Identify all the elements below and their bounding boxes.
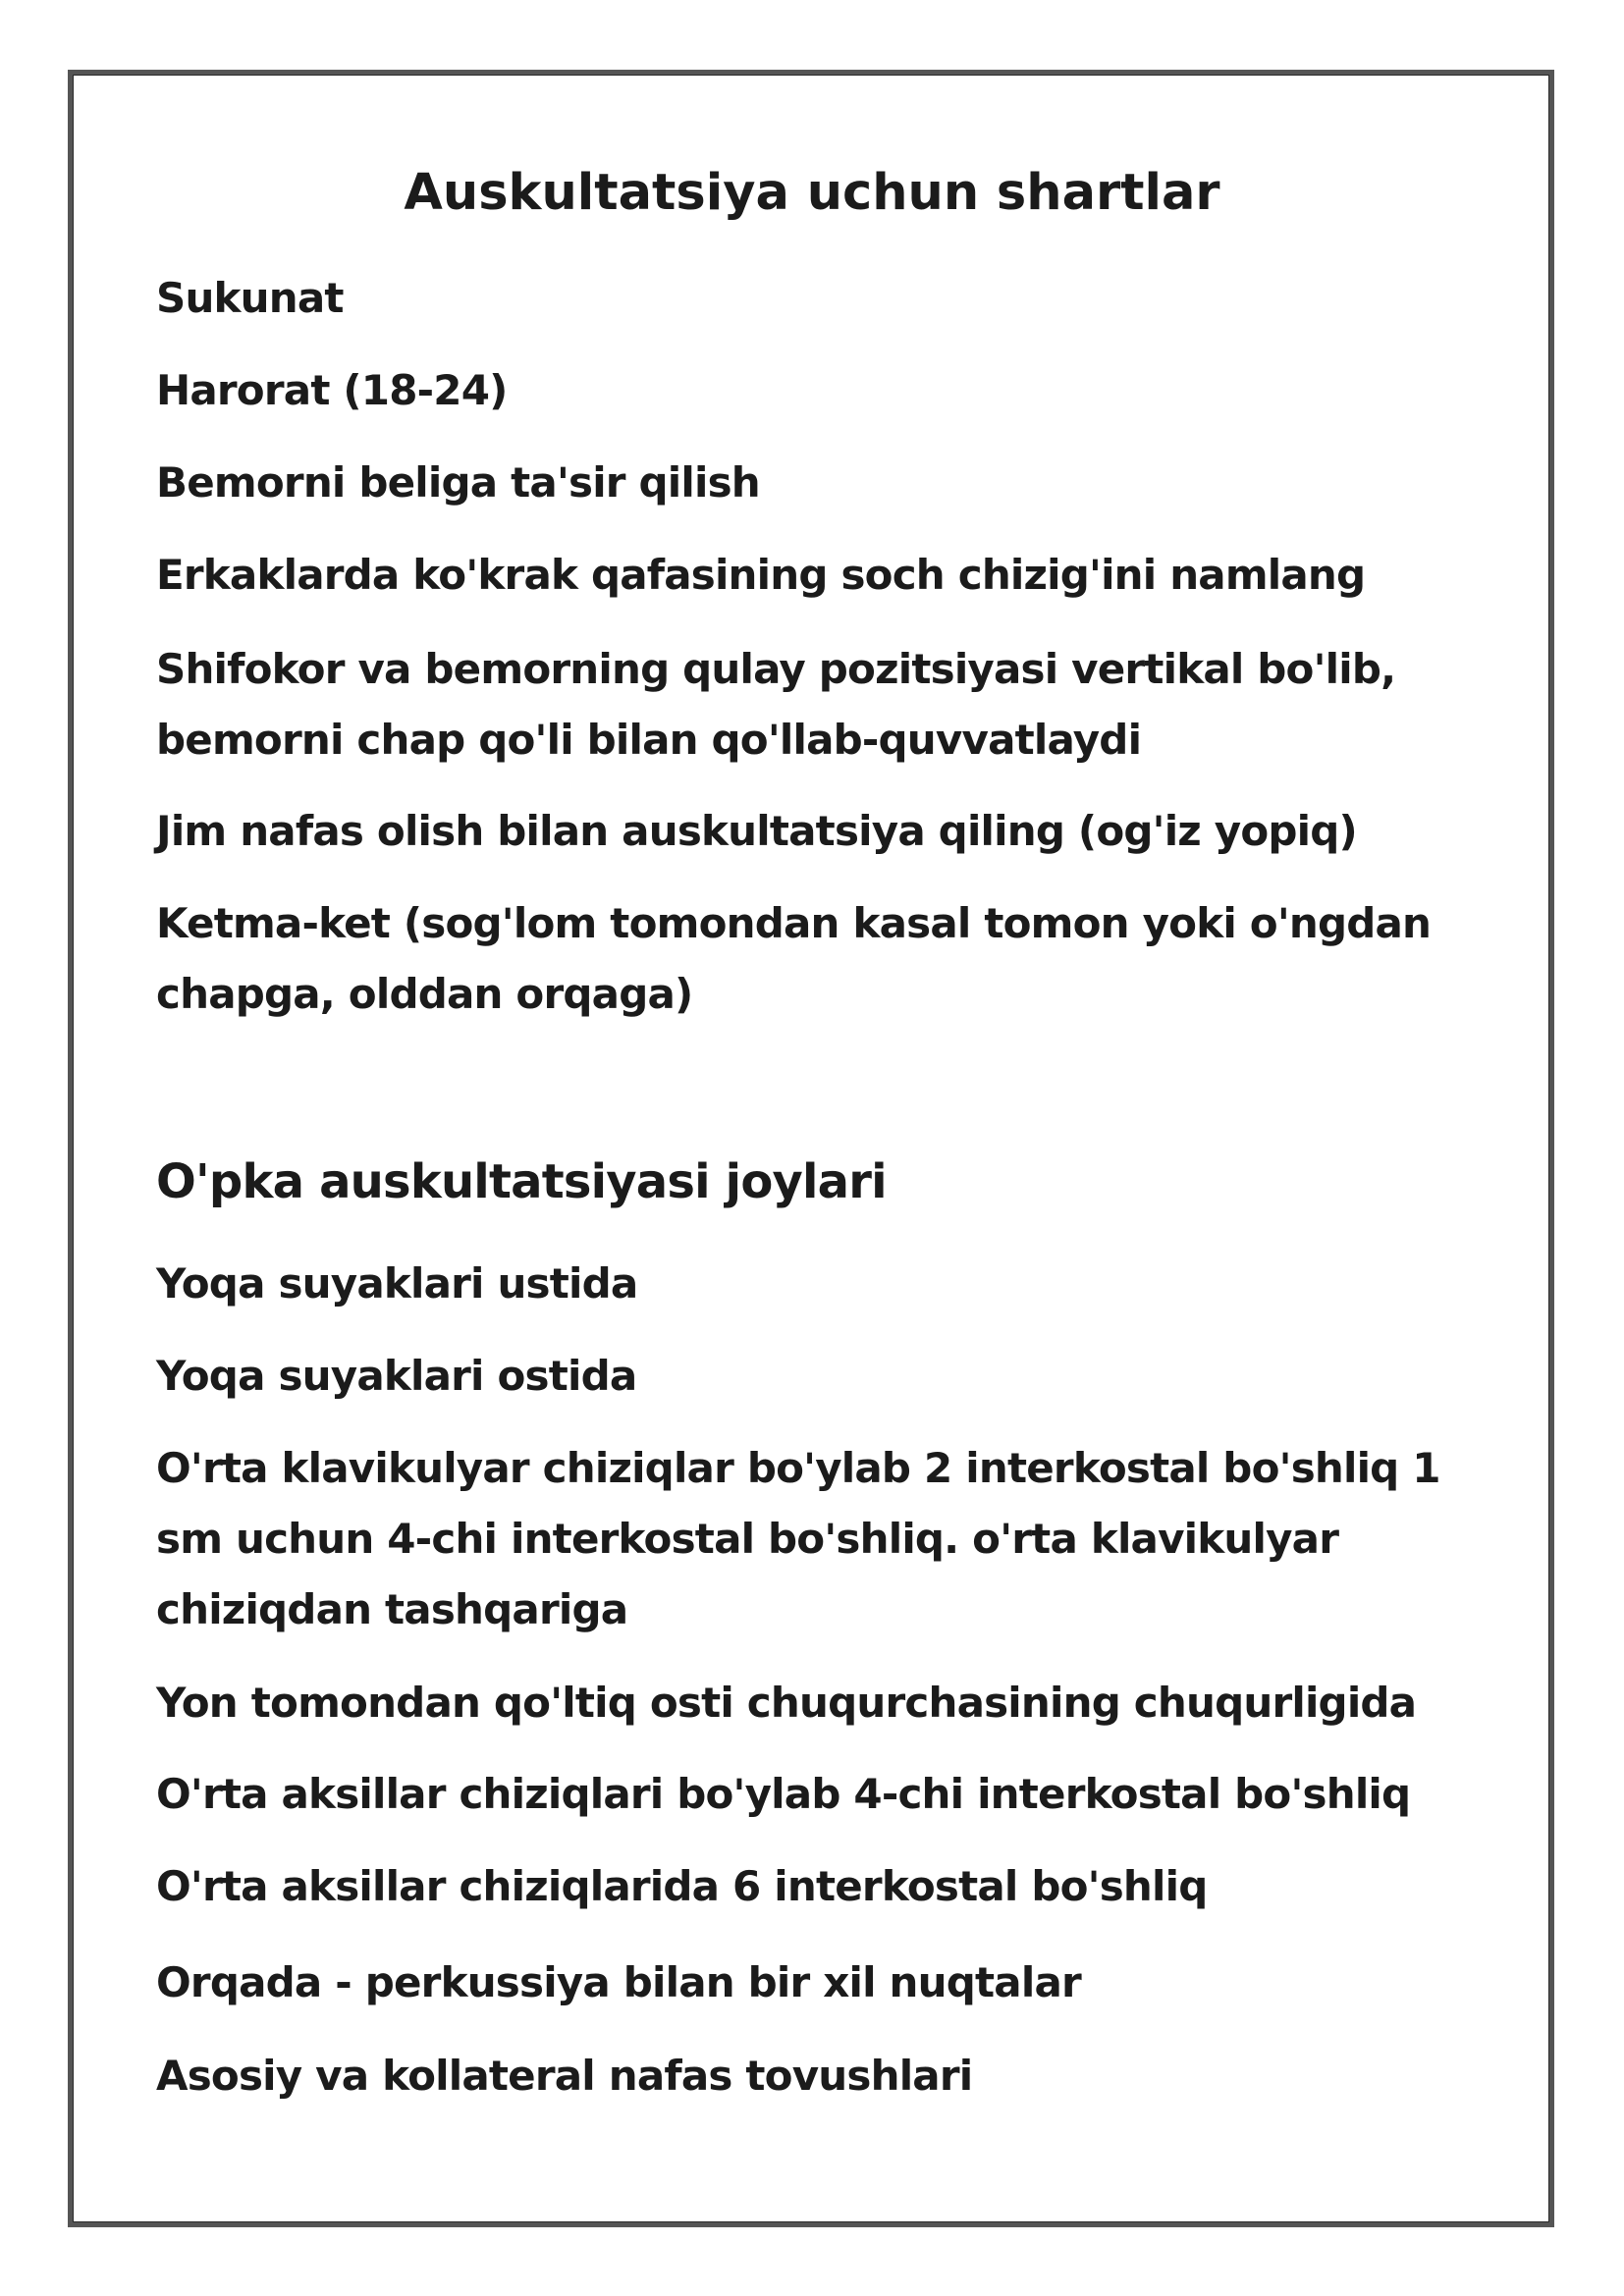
condition-item: Harorat (18-24) xyxy=(156,366,508,414)
condition-item: Shifokor va bemorning qulay pozitsiyasi vertikal bo'lib, bemorni chap qo'li bilan qo'llab-quvvatlaydi xyxy=(156,645,1396,764)
location-item: Yoqa suyaklari ustida xyxy=(156,1259,638,1308)
location-item: O'rta aksillar chiziqlari bo'ylab 4-chi interkostal bo'shliq xyxy=(156,1770,1411,1818)
condition-item: Ketma-ket (sog'lom tomondan kasal tomon yoki o'ngdan chapga, olddan orqaga) xyxy=(156,899,1432,1018)
location-item: Asosiy va kollateral nafas tovushlari xyxy=(156,2052,973,2100)
section-title-conditions: Auskultatsiya uchun shartlar xyxy=(404,164,1220,222)
location-item: O'rta klavikulyar chiziqlar bo'ylab 2 interkostal bo'shliq 1 sm uchun 4-chi interkostal bo'shliq. o'rta klavikulyar chiziqdan tashqariga xyxy=(156,1444,1440,1633)
location-item: Orqada - perkussiya bilan bir xil nuqtalar xyxy=(156,1958,1081,2006)
location-item: Yoqa suyaklari ostida xyxy=(156,1352,637,1400)
condition-item: Sukunat xyxy=(156,274,344,322)
condition-item: Bemorni beliga ta'sir qilish xyxy=(156,458,760,507)
location-item: Yon tomondan qo'ltiq osti chuqurchasining chuqurligida xyxy=(156,1679,1417,1727)
condition-item: Jim nafas olish bilan auskultatsiya qiling (og'iz yopiq) xyxy=(156,807,1357,855)
location-item: O'rta aksillar chiziqlarida 6 interkostal bo'shliq xyxy=(156,1862,1208,1910)
section-title-locations: O'pka auskultatsiyasi joylari xyxy=(156,1154,887,1209)
condition-item: Erkaklarda ko'krak qafasining soch chizig'ini namlang xyxy=(156,551,1366,599)
